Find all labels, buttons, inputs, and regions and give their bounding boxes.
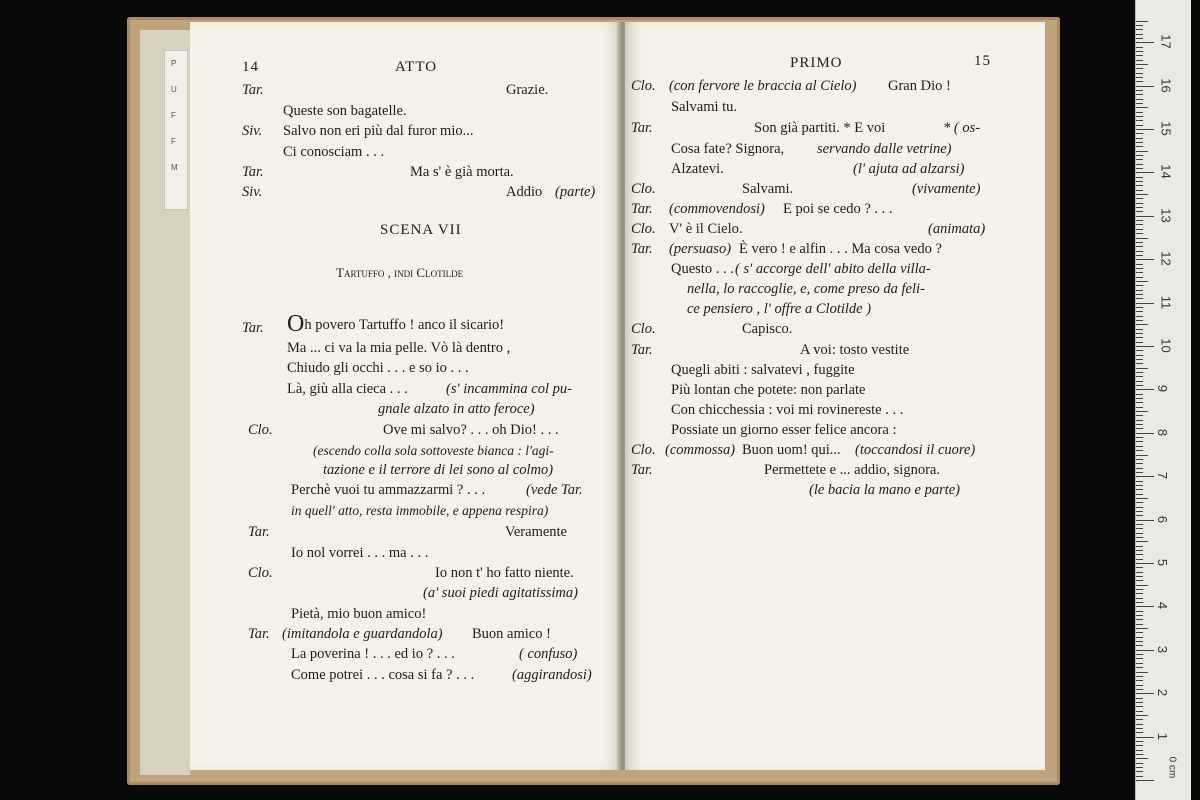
ruler-tick xyxy=(1136,246,1143,247)
drop-cap: O xyxy=(287,311,305,337)
ruler-number: 6 xyxy=(1155,515,1171,523)
ruler-tick xyxy=(1136,21,1148,22)
ruler-tick xyxy=(1136,272,1143,273)
ruler-tick xyxy=(1136,468,1143,469)
dialogue-line: Grazie. xyxy=(506,82,549,98)
ruler-tick xyxy=(1136,207,1143,208)
ruler-tick xyxy=(1136,42,1154,43)
stage-direction: ce pensiero , l' offre a Clotilde ) xyxy=(687,301,872,317)
stage-direction: nella, lo raccoglie, e, come preso da feli- xyxy=(687,281,925,297)
ruler-tick xyxy=(1136,251,1143,252)
stage-direction: (toccandosi il cuore) xyxy=(855,442,976,458)
stage-direction: gnale alzato in atto feroce) xyxy=(378,401,535,417)
ruler-tick xyxy=(1136,81,1143,82)
measuring-ruler xyxy=(1135,0,1191,800)
ruler-tick xyxy=(1136,459,1143,460)
page-number: 14 xyxy=(242,59,259,75)
ruler-tick xyxy=(1136,159,1143,160)
dialogue-line: Quegli abiti : salvatevi , fuggite xyxy=(671,362,855,378)
ruler-tick xyxy=(1136,637,1143,638)
ruler-tick xyxy=(1136,489,1143,490)
ruler-tick xyxy=(1136,441,1143,442)
stage-direction: tazione e il terrore di lei sono al colmo) xyxy=(323,462,554,478)
ruler-tick xyxy=(1136,316,1143,317)
ruler-number: 4 xyxy=(1155,602,1171,610)
ruler-tick xyxy=(1136,515,1143,516)
right-page xyxy=(625,22,1045,770)
ruler-tick xyxy=(1136,51,1143,52)
stage-direction: (aggirandosi) xyxy=(512,667,592,683)
ruler-unit-label: 0 cm xyxy=(1166,756,1178,779)
ruler-tick xyxy=(1136,598,1143,599)
ruler-tick xyxy=(1136,711,1143,712)
ruler-tick xyxy=(1136,168,1143,169)
dialogue-line xyxy=(287,311,505,337)
ruler-tick xyxy=(1136,177,1143,178)
ruler-tick xyxy=(1136,133,1143,134)
dialogue-line: Cosa fate? Signora, xyxy=(671,141,785,157)
ruler-tick xyxy=(1136,585,1148,586)
ruler-tick xyxy=(1136,750,1143,751)
speaker: Tar. xyxy=(242,82,264,98)
ruler-tick xyxy=(1136,381,1143,382)
page-number: 15 xyxy=(974,53,991,69)
ruler-tick xyxy=(1136,294,1143,295)
scene-characters: Tartuffo , indi Clotilde xyxy=(336,265,464,280)
ruler-tick xyxy=(1136,394,1143,395)
ruler-tick xyxy=(1136,216,1154,217)
ruler-tick xyxy=(1136,645,1143,646)
speaker: Tar. xyxy=(631,241,653,257)
ruler-tick xyxy=(1136,424,1143,425)
ruler-tick xyxy=(1136,433,1154,434)
slip-letter: P xyxy=(171,59,177,68)
dialogue-line: Perchè vuoi tu ammazzarmi ? . . . xyxy=(291,482,486,498)
ruler-tick xyxy=(1136,698,1143,699)
ruler-tick xyxy=(1136,155,1143,156)
ruler-tick xyxy=(1136,485,1143,486)
ruler-tick xyxy=(1136,415,1143,416)
ruler-tick xyxy=(1136,368,1148,369)
ruler-tick xyxy=(1136,437,1143,438)
ruler-tick xyxy=(1136,164,1143,165)
ruler-tick xyxy=(1136,559,1143,560)
dialogue-line: Gran Dio ! xyxy=(888,78,951,94)
ruler-tick xyxy=(1136,511,1143,512)
slip-letter: F xyxy=(171,137,176,146)
stage-direction: (a' suoi piedi agitatissima) xyxy=(423,585,578,601)
ruler-tick xyxy=(1136,146,1143,147)
ruler-tick xyxy=(1136,268,1143,269)
ruler-tick xyxy=(1136,298,1143,299)
ruler-tick xyxy=(1136,47,1143,48)
ruler-tick xyxy=(1136,372,1143,373)
stage-direction: (vivamente) xyxy=(912,181,981,197)
ruler-tick xyxy=(1136,715,1148,716)
ruler-number: 9 xyxy=(1155,385,1171,393)
ruler-tick xyxy=(1136,342,1143,343)
ruler-tick xyxy=(1136,55,1143,56)
ruler-tick xyxy=(1136,741,1143,742)
ruler-number: 5 xyxy=(1155,558,1171,567)
ruler-tick xyxy=(1136,541,1148,542)
ruler-tick xyxy=(1136,350,1143,351)
speaker: Siv. xyxy=(242,184,263,200)
dialogue-line: Ci conosciam . . . xyxy=(283,144,385,160)
ruler-tick xyxy=(1136,606,1154,607)
dialogue-line: Buon amico ! xyxy=(472,626,551,642)
stage-direction: * ( os- xyxy=(943,120,981,136)
dialogue-line: Io nol vorrei . . . ma . . . xyxy=(291,545,429,561)
speaker: Tar. xyxy=(242,164,264,180)
dialogue-line: Capisco. xyxy=(742,321,793,337)
ruler-tick xyxy=(1136,34,1143,35)
ruler-tick xyxy=(1136,198,1143,199)
speaker: Clo. xyxy=(631,78,656,94)
ruler-tick xyxy=(1136,676,1143,677)
ruler-tick xyxy=(1136,567,1143,568)
stage-direction: ( s' accorge dell' abito della villa- xyxy=(735,261,931,277)
slip-letter: F xyxy=(171,111,176,120)
ruler-tick xyxy=(1136,411,1148,412)
ruler-tick xyxy=(1136,658,1143,659)
ruler-tick xyxy=(1136,546,1143,547)
speaker: Clo. xyxy=(631,442,656,458)
ruler-tick xyxy=(1136,68,1143,69)
ruler-number: 1 xyxy=(1155,732,1171,740)
ruler-tick xyxy=(1136,602,1143,603)
ruler-tick xyxy=(1136,580,1143,581)
ruler-tick xyxy=(1136,771,1143,772)
ruler-tick xyxy=(1136,151,1148,152)
dialogue-line: Buon uom! qui... xyxy=(742,442,841,458)
ruler-tick xyxy=(1136,650,1154,651)
stage-direction: (con fervore le braccia al Cielo) xyxy=(669,78,857,94)
ruler-tick xyxy=(1136,672,1148,673)
ruler-tick xyxy=(1136,498,1148,499)
dialogue-line: Son già partiti. * E voi xyxy=(754,120,886,136)
ruler-tick xyxy=(1136,702,1143,703)
dialogue-line: Come potrei . . . cosa si fa ? . . . xyxy=(291,667,475,683)
ruler-tick xyxy=(1136,763,1143,764)
ruler-tick xyxy=(1136,654,1143,655)
ruler-tick xyxy=(1136,572,1143,573)
ruler-tick xyxy=(1136,259,1154,260)
ruler-tick xyxy=(1136,172,1154,173)
stage-direction: (le bacia la mano e parte) xyxy=(809,482,961,498)
ruler-tick xyxy=(1136,112,1143,113)
stage-direction: (l' ajuta ad alzarsi) xyxy=(853,161,965,177)
ruler-tick xyxy=(1136,194,1148,195)
ruler-tick xyxy=(1136,385,1143,386)
ruler-tick xyxy=(1136,619,1143,620)
ruler-tick xyxy=(1136,563,1154,564)
ruler-tick xyxy=(1136,277,1143,278)
ruler-tick xyxy=(1136,190,1143,191)
ruler-number: 11 xyxy=(1158,295,1174,309)
dialogue-line: Queste son bagatelle. xyxy=(283,103,407,119)
ruler-tick xyxy=(1136,463,1143,464)
ruler-tick xyxy=(1136,593,1143,594)
ruler-tick xyxy=(1136,745,1143,746)
ruler-tick xyxy=(1136,754,1143,755)
ruler-tick xyxy=(1136,589,1143,590)
dialogue-line: E poi se cedo ? . . . xyxy=(783,201,893,217)
ruler-tick xyxy=(1136,641,1143,642)
ruler-tick xyxy=(1136,632,1143,633)
ruler-tick xyxy=(1136,346,1154,347)
ruler-tick xyxy=(1136,211,1143,212)
ruler-tick xyxy=(1136,611,1143,612)
ruler-tick xyxy=(1136,103,1143,104)
speaker: Clo. xyxy=(248,422,273,438)
ruler-number: 3 xyxy=(1155,645,1171,653)
speaker: Clo. xyxy=(631,181,656,197)
ruler-tick xyxy=(1136,120,1143,121)
dialogue-line: Salvo non eri più dal furor mio... xyxy=(283,123,474,139)
stage-direction: (imitandola e guardandola) xyxy=(282,626,443,642)
left-page xyxy=(190,22,620,770)
ruler-tick xyxy=(1136,203,1143,204)
ruler-tick xyxy=(1136,693,1154,694)
dialogue-text: h povero Tartuffo ! anco il sicario! xyxy=(304,317,505,333)
ruler-number: 10 xyxy=(1158,338,1174,353)
stage-direction: (parte) xyxy=(555,184,596,200)
ruler-tick xyxy=(1136,285,1143,286)
ruler-tick xyxy=(1136,472,1143,473)
stage-direction: (vede Tar. xyxy=(526,482,583,498)
ruler-tick xyxy=(1136,359,1143,360)
ruler-tick xyxy=(1136,238,1148,239)
ruler-tick xyxy=(1136,324,1148,325)
ruler-tick xyxy=(1136,307,1143,308)
ruler-tick xyxy=(1136,303,1154,304)
speaker: Clo. xyxy=(631,221,656,237)
ruler-tick xyxy=(1136,624,1143,625)
dialogue-line: È vero ! e alfin . . . Ma cosa vedo ? xyxy=(739,241,942,257)
ruler-tick xyxy=(1136,476,1154,477)
ruler-tick xyxy=(1136,576,1143,577)
ruler-tick xyxy=(1136,719,1143,720)
stage-direction: (escendo colla sola sottoveste bianca : l'agi- xyxy=(313,443,554,458)
dialogue-line: Io non t' ho fatto niente. xyxy=(435,565,574,581)
ruler-tick xyxy=(1136,680,1143,681)
library-slip xyxy=(164,50,188,210)
slip-letter: U xyxy=(171,85,177,94)
ruler-tick xyxy=(1136,685,1143,686)
ruler-tick xyxy=(1136,554,1143,555)
ruler-tick xyxy=(1136,64,1148,65)
stage-direction: (s' incammina col pu- xyxy=(446,381,572,397)
stage-direction: in quell' atto, resta immobile, e appena respira) xyxy=(291,503,549,518)
ruler-tick xyxy=(1136,502,1143,503)
ruler-tick xyxy=(1136,107,1148,108)
running-header: ATTO xyxy=(395,59,438,75)
ruler-tick xyxy=(1136,524,1143,525)
dialogue-line: Permettete e ... addio, signora. xyxy=(764,462,940,478)
ruler-number: 2 xyxy=(1155,689,1171,697)
speaker: Tar. xyxy=(248,524,270,540)
speaker: Tar. xyxy=(631,462,653,478)
ruler-tick xyxy=(1136,732,1143,733)
ruler-tick xyxy=(1136,38,1143,39)
ruler-tick xyxy=(1136,99,1143,100)
ruler-tick xyxy=(1136,90,1143,91)
ruler-tick xyxy=(1136,728,1143,729)
speaker: Tar. xyxy=(631,120,653,136)
dialogue-line: Con chicchessia : voi mi rovinereste . . . xyxy=(671,402,904,418)
ruler-tick xyxy=(1136,337,1143,338)
speaker: Tar. xyxy=(631,201,653,217)
ruler-tick xyxy=(1136,129,1154,130)
stage-direction: (animata) xyxy=(928,221,986,237)
ruler-tick xyxy=(1136,550,1143,551)
ruler-tick xyxy=(1136,428,1143,429)
ruler-tick xyxy=(1136,224,1143,225)
dialogue-line: Là, giù alla cieca . . . xyxy=(287,381,408,397)
ruler-number: 17 xyxy=(1158,34,1174,49)
ruler-tick xyxy=(1136,229,1143,230)
speaker: Tar. xyxy=(248,626,270,642)
ruler-tick xyxy=(1136,533,1143,534)
ruler-tick xyxy=(1136,25,1143,26)
ruler-tick xyxy=(1136,255,1143,256)
ruler-number: 13 xyxy=(1158,208,1174,223)
ruler-tick xyxy=(1136,363,1143,364)
ruler-tick xyxy=(1136,780,1154,781)
ruler-tick xyxy=(1136,663,1143,664)
dialogue-line: La poverina ! . . . ed io ? . . . xyxy=(291,646,455,662)
dialogue-line: V' è il Cielo. xyxy=(669,221,743,237)
speaker: Siv. xyxy=(242,123,263,139)
dialogue-line: Ove mi salvo? . . . oh Dio! . . . xyxy=(383,422,559,438)
ruler-tick xyxy=(1136,446,1143,447)
scene-title: SCENA VII xyxy=(380,222,462,238)
ruler-tick xyxy=(1136,706,1143,707)
ruler-tick xyxy=(1136,29,1143,30)
ruler-tick xyxy=(1136,233,1143,234)
ruler-tick xyxy=(1136,77,1143,78)
dialogue-line: Salvami tu. xyxy=(671,99,738,115)
ruler-number: 16 xyxy=(1158,77,1174,93)
dialogue-line: A voi: tosto vestite xyxy=(800,342,910,358)
dialogue-line: Salvami. xyxy=(742,181,794,197)
ruler-tick xyxy=(1136,537,1143,538)
ruler-tick xyxy=(1136,455,1148,456)
ruler-tick xyxy=(1136,116,1143,117)
dialogue-line: Possiate un giorno esser felice ancora : xyxy=(671,422,897,438)
ruler-tick xyxy=(1136,737,1154,738)
ruler-tick xyxy=(1136,60,1143,61)
ruler-tick xyxy=(1136,528,1143,529)
ruler-tick xyxy=(1136,264,1143,265)
dialogue-line: Pietà, mio buon amico! xyxy=(291,606,427,622)
ruler-tick xyxy=(1136,185,1143,186)
ruler-tick xyxy=(1136,776,1143,777)
ruler-tick xyxy=(1136,333,1143,334)
ruler-tick xyxy=(1136,138,1143,139)
ruler-tick xyxy=(1136,758,1148,759)
ruler-tick xyxy=(1136,355,1143,356)
stage-direction: (persuaso) xyxy=(669,241,732,257)
ruler-tick xyxy=(1136,181,1143,182)
ruler-tick xyxy=(1136,615,1143,616)
dialogue-line: Alzatevi. xyxy=(671,161,724,177)
dialogue-line: Più lontan che potete: non parlate xyxy=(671,382,866,398)
ruler-tick xyxy=(1136,667,1143,668)
ruler-number: 14 xyxy=(1158,164,1174,180)
dialogue-line: Veramente xyxy=(505,524,567,540)
speaker: Clo. xyxy=(248,565,273,581)
ruler-tick xyxy=(1136,398,1143,399)
ruler-tick xyxy=(1136,507,1143,508)
ruler-tick xyxy=(1136,389,1154,390)
ruler-tick xyxy=(1136,142,1143,143)
ruler-tick xyxy=(1136,220,1143,221)
ruler-tick xyxy=(1136,329,1143,330)
dialogue-line: Chiudo gli occhi . . . e so io . . . xyxy=(287,360,469,376)
ruler-tick xyxy=(1136,420,1143,421)
ruler-number: 15 xyxy=(1158,121,1174,136)
ruler-tick xyxy=(1136,281,1148,282)
ruler-tick xyxy=(1136,290,1143,291)
ruler-tick xyxy=(1136,494,1143,495)
ruler-tick xyxy=(1136,689,1143,690)
ruler-number: 8 xyxy=(1155,428,1171,436)
ruler-tick xyxy=(1136,407,1143,408)
slip-letter: M xyxy=(171,163,178,172)
dialogue-line: Ma ... ci va la mia pelle. Vò là dentro , xyxy=(287,340,511,356)
ruler-tick xyxy=(1136,628,1148,629)
ruler-tick xyxy=(1136,73,1143,74)
ruler-number: 7 xyxy=(1155,472,1171,480)
ruler-tick xyxy=(1136,724,1143,725)
ruler-number: 12 xyxy=(1158,251,1174,266)
ruler-tick xyxy=(1136,402,1143,403)
ruler-tick xyxy=(1136,320,1143,321)
ruler-tick xyxy=(1136,311,1143,312)
ruler-tick xyxy=(1136,94,1143,95)
stage-direction: servando dalle vetrine) xyxy=(817,141,952,157)
speaker: Tar. xyxy=(631,342,653,358)
ruler-tick xyxy=(1136,767,1143,768)
dialogue-line: Addio xyxy=(506,184,543,200)
stage-direction: ( confuso) xyxy=(519,646,578,662)
ruler-tick xyxy=(1136,376,1143,377)
dialogue-line: Ma s' è già morta. xyxy=(410,164,514,180)
stage-direction: (commovendosi) xyxy=(669,201,765,217)
ruler-tick xyxy=(1136,86,1154,87)
ruler-tick xyxy=(1136,242,1143,243)
ruler-tick xyxy=(1136,450,1143,451)
ruler-tick xyxy=(1136,125,1143,126)
running-header: PRIMO xyxy=(790,55,843,71)
speaker: Clo. xyxy=(631,321,656,337)
ruler-tick xyxy=(1136,520,1154,521)
dialogue-line: Questo . . . xyxy=(671,261,734,277)
stage-direction: (commossa) xyxy=(665,442,736,458)
speaker: Tar. xyxy=(242,320,264,336)
ruler-tick xyxy=(1136,481,1143,482)
